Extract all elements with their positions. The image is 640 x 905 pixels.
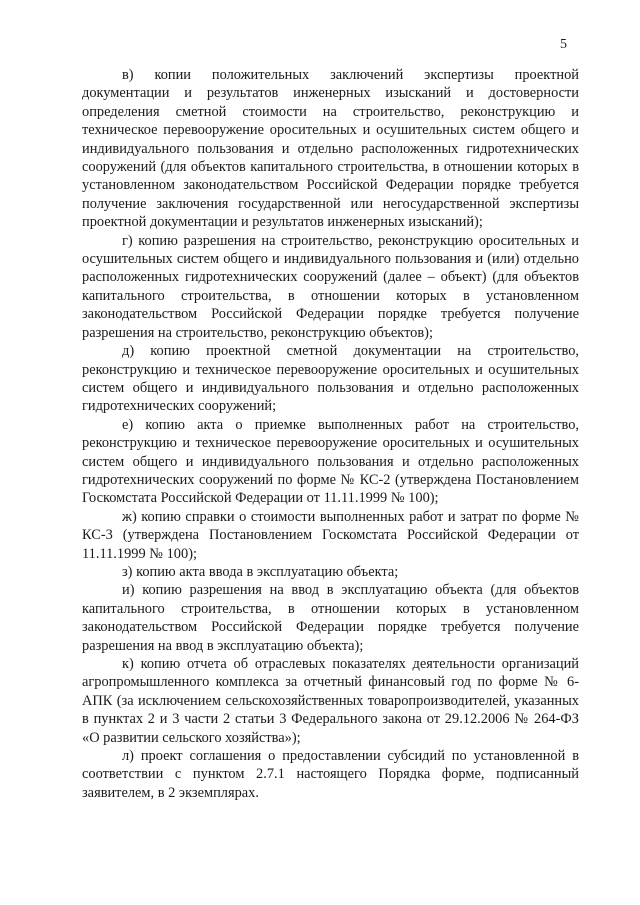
paragraph-zh-cost-certificate-ks3: ж) копию справки о стоимости выполненных работ и затрат по форме № КС-3 (утверждена Постановлением Госкомстата Российской Федерации от 11.11.1999 № 100); — [82, 508, 579, 562]
paragraph-v-expert-conclusions: в) копии положительных заключений экспертизы проектной документации и результатов инженерных изысканий и достоверности определения сметной стоимости на строительство, реконструкцию и техническое перевооружение оросительных и осушительных систем общего и индивидуального пользования и отдельно расположенных гидротехнических сооружений (для объектов капитального строительства, в отношении которых в установленном законодательством Российской Федерации порядке требуется получение заключения государственной или негосударственной экспертизы проектной документации и результатов инженерных изысканий); — [82, 67, 579, 231]
paragraph-k-6apk-report: к) копию отчета об отраслевых показателях деятельности организаций агропромышленного комплекса за отчетный финансовый год по форме № 6-АПК (за исключением сельскохозяйственных товаропроизводителей, указанных в пунктах 2 и 3 части 2 статьи 3 Федерального закона от 29.12.2006 № 264-ФЗ «О развитии сельского хозяйства»); — [82, 656, 579, 746]
paragraph-z-commissioning-act: з) копию акта ввода в эксплуатацию объекта; — [122, 563, 399, 580]
document-body — [82, 66, 579, 802]
paragraph-e-acceptance-act-ks2: е) копию акта о приемке выполненных работ на строительство, реконструкцию и техническое перевооружение оросительных и осушительных систем общего и индивидуального пользования и отдельно расположенных гидротехнических сооружений по форме № КС-2 (утверждена Постановлением Госкомстата Российской Федерации от 11.11.1999 № 100); — [82, 416, 579, 507]
paragraph-i-commissioning-permit: и) копию разрешения на ввод в эксплуатацию объекта (для объектов капитального строительства, в отношении которых в установленном законодательством Российской Федерации порядке требуется получение разрешения на ввод в эксплуатацию объекта); — [82, 582, 579, 654]
paragraph-g-construction-permit: г) копию разрешения на строительство, реконструкцию оросительных и осушительных систем общего и индивидуального пользования и (или) отдельно расположенных гидротехнических сооружений (далее – объект) (для объектов капитального строительства, в отношении которых в установленном законодательством Российской Федерации порядке требуется получение разрешения на строительство, реконструкцию объектов); — [82, 232, 579, 341]
paragraph-l-subsidy-agreement: л) проект соглашения о предоставлении субсидий по установленной в соответствии с пунктом 2.7.1 настоящего Порядка форме, подписанный заявителем, в 2 экземплярах. — [82, 748, 579, 801]
page-number: 5 — [560, 37, 567, 52]
paragraph-d-project-estimate: д) копию проектной сметной документации на строительство, реконструкцию и техническое перевооружение оросительных и осушительных систем общего и индивидуального пользования и отдельно расположенных гидротехнических сооружений; — [82, 343, 579, 415]
